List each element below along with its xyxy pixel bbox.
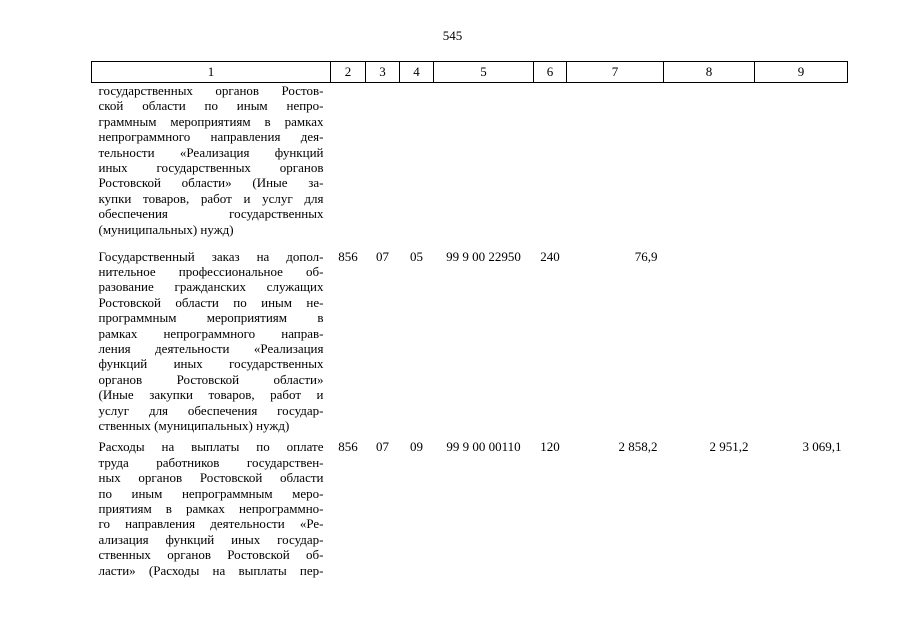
- description-line: (муниципальных) нужд): [98, 221, 234, 237]
- cell-subsection: 05: [410, 248, 423, 264]
- description-line: по иным непрограммным меро-: [98, 485, 324, 501]
- description-line: го направления деятельности «Ре-: [98, 516, 324, 532]
- cell-target-article: [434, 83, 534, 243]
- cell-section: 07: [376, 439, 389, 455]
- cell-amount-2: [664, 243, 755, 434]
- description-line: ственных органов Ростовской об-: [98, 547, 324, 563]
- header-col-8: 8: [664, 62, 755, 83]
- budget-table: [91, 61, 848, 578]
- description-line: непрограммного направления дея-: [98, 129, 324, 145]
- header-col-9: 9: [755, 62, 848, 83]
- row-description: [92, 83, 331, 243]
- cell-section: 07: [376, 248, 389, 264]
- description-line: Государственный заказ на допол-: [98, 248, 324, 264]
- cell-amount-1: 76,9: [634, 248, 658, 264]
- cell-admin-code: [331, 83, 366, 243]
- cell-target-article: 99 9 00 00110: [446, 439, 521, 455]
- header-col-1: 1: [92, 62, 331, 83]
- table-row: [92, 83, 848, 243]
- cell-subsection: 09: [410, 439, 423, 455]
- cell-section: [366, 83, 400, 243]
- description-line: труда работников государствен-: [98, 454, 324, 470]
- header-col-6: 6: [534, 62, 567, 83]
- description-line: ской области по иным непро-: [98, 98, 324, 114]
- header-col-5: 5: [434, 62, 534, 83]
- cell-amount-1: 2 858,2: [618, 439, 658, 455]
- cell-amount-2: 2 951,2: [709, 439, 749, 455]
- cell-expense-type: [534, 83, 567, 243]
- description-line: ления деятельности «Реализация: [98, 340, 324, 356]
- cell-amount-2: [664, 83, 755, 243]
- description-line: ласти» (Расходы на выплаты пер-: [98, 562, 324, 578]
- description-line: (Иные закупки товаров, работ и: [98, 387, 324, 403]
- cell-amount-3: 3 069,1: [802, 439, 842, 455]
- description-line: обеспечения государственных: [98, 206, 324, 222]
- header-col-3: 3: [366, 62, 400, 83]
- header-col-7: 7: [567, 62, 664, 83]
- description-line: приятиям в рамках непрограммно-: [98, 501, 324, 516]
- description-line: купки товаров, работ и услуг для: [98, 190, 324, 206]
- cell-admin-code: 856: [338, 248, 358, 264]
- description-line: граммным мероприятиям в рамках: [98, 113, 324, 129]
- cell-admin-code: 856: [338, 439, 358, 455]
- description-line: разование гражданских служащих: [98, 279, 324, 295]
- page-number: 545: [442, 28, 463, 43]
- row-description: [92, 243, 331, 434]
- description-line: нительное профессиональное об-: [98, 263, 324, 279]
- description-line: Расходы на выплаты по оплате: [98, 439, 324, 455]
- cell-amount-1: [567, 83, 664, 243]
- description-line: Ростовской области» (Иные за-: [98, 175, 324, 191]
- description-line: программным мероприятиям в: [98, 310, 324, 326]
- description-line: услуг для обеспечения государ-: [98, 402, 324, 418]
- cell-expense-type: 240: [540, 248, 560, 264]
- description-line: функций иных государственных: [98, 356, 324, 372]
- description-line: ных органов Ростовской области: [98, 470, 324, 486]
- cell-target-article: 99 9 00 22950: [446, 248, 521, 264]
- cell-amount-3: [755, 243, 848, 434]
- row-description: [92, 433, 331, 578]
- description-line: ственных (муниципальных) нужд): [98, 417, 290, 433]
- description-line: иных государственных органов: [98, 160, 324, 176]
- description-line: тельности «Реализация функций: [98, 144, 324, 160]
- description-line: ализация функций иных государ-: [98, 531, 324, 547]
- header-col-4: 4: [400, 62, 434, 83]
- description-line: органов Ростовской области»: [98, 371, 324, 387]
- cell-expense-type: 120: [540, 439, 560, 455]
- description-line: государственных органов Ростов-: [98, 83, 324, 98]
- cell-amount-3: [755, 83, 848, 243]
- header-col-2: 2: [331, 62, 366, 83]
- table-row: [92, 243, 848, 434]
- table-header-row: [92, 62, 848, 83]
- description-line: рамках непрограммного направ-: [98, 325, 324, 341]
- cell-subsection: [400, 83, 434, 243]
- table-row: [92, 433, 848, 578]
- description-line: Ростовской области по иным не-: [98, 294, 324, 310]
